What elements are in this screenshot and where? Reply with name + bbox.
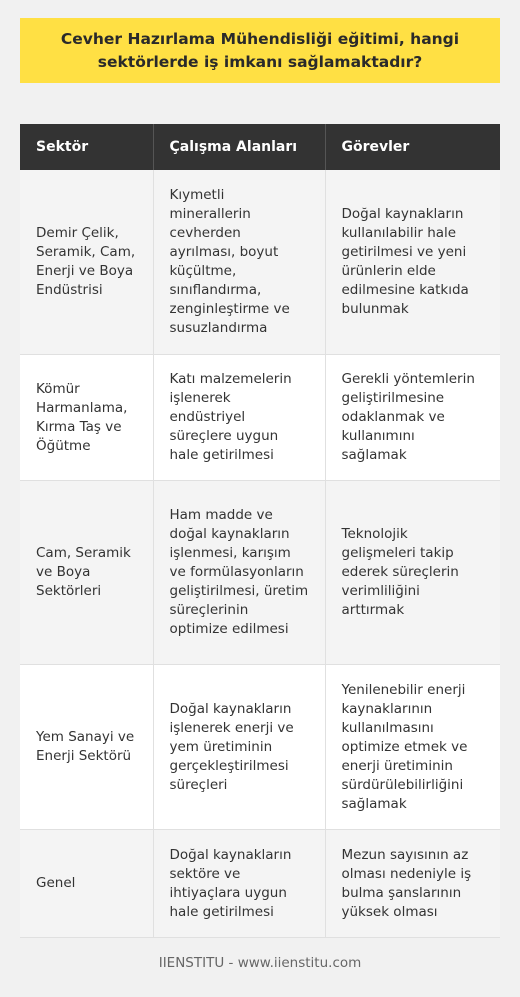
cell-sector: Genel	[20, 830, 153, 938]
table-row	[20, 481, 500, 665]
header-duties: Görevler	[325, 124, 500, 170]
cell-duties: Teknolojik gelişmeleri takip ederek süreçlerin verimliliğini arttırmak	[325, 481, 500, 665]
cell-work-areas: Doğal kaynakların sektöre ve ihtiyaçlara uygun hale getirilmesi	[153, 830, 325, 938]
cell-duties: Doğal kaynakların kullanılabilir hale getirilmesi ve yeni ürünlerin elde edilmesine katkıda bulunmak	[325, 170, 500, 355]
table-row	[20, 665, 500, 830]
cell-work-areas: Katı malzemelerin işlenerek endüstriyel süreçlere uygun hale getirilmesi	[153, 355, 325, 481]
cell-duties: Gerekli yöntemlerin geliştirilmesine odaklanmak ve kullanımını sağlamak	[325, 355, 500, 481]
page-title: Cevher Hazırlama Mühendisliği eğitimi, hangi sektörlerde iş imkanı sağlamaktadır?	[60, 29, 460, 71]
title-banner	[20, 18, 500, 83]
sectors-table	[20, 124, 500, 938]
table-row	[20, 830, 500, 938]
cell-work-areas: Kıymetli minerallerin cevherden ayrılması, boyut küçültme, sınıflandırma, zenginleştirme ve susuzlandırma	[153, 170, 325, 355]
footer-credit: IIENSTITU - www.iienstitu.com	[158, 955, 362, 971]
cell-work-areas: Ham madde ve doğal kaynakların işlenmesi, karışım ve formülasyonların geliştirilmesi, üretim süreçlerinin optimize edilmesi	[153, 481, 325, 665]
table-row	[20, 170, 500, 355]
cell-sector: Yem Sanayi ve Enerji Sektörü	[20, 665, 153, 830]
table-row	[20, 355, 500, 481]
cell-duties: Yenilenebilir enerji kaynaklarının kullanılmasını optimize etmek ve enerji üretiminin sürdürülebilirliğini sağlamak	[325, 665, 500, 830]
cell-sector: Cam, Seramik ve Boya Sektörleri	[20, 481, 153, 665]
table-header-row	[20, 124, 500, 170]
cell-work-areas: Doğal kaynakların işlenerek enerji ve yem üretiminin gerçekleştirilmesi süreçleri	[153, 665, 325, 830]
cell-sector: Demir Çelik, Seramik, Cam, Enerji ve Boya Endüstrisi	[20, 170, 153, 355]
header-sector: Sektör	[20, 124, 153, 170]
header-work-areas: Çalışma Alanları	[153, 124, 325, 170]
cell-duties: Mezun sayısının az olması nedeniyle iş bulma şanslarının yüksek olması	[325, 830, 500, 938]
cell-sector: Kömür Harmanlama, Kırma Taş ve Öğütme	[20, 355, 153, 481]
